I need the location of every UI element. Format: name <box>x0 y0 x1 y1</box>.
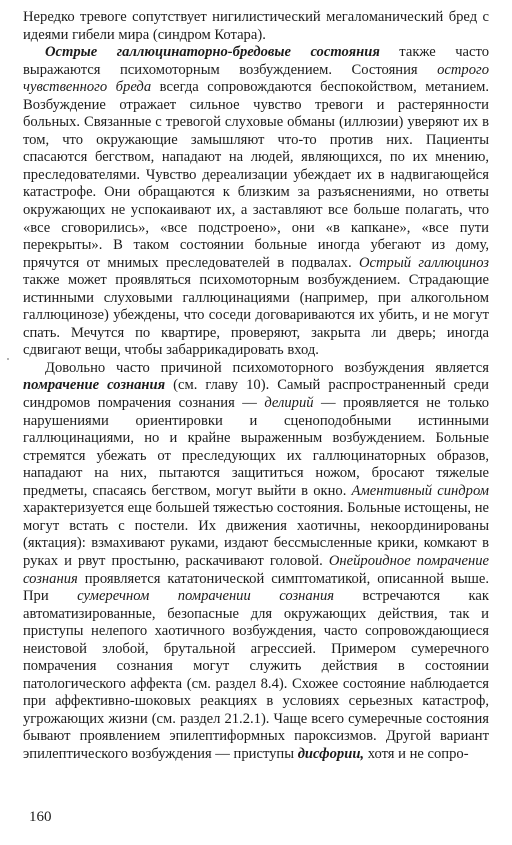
italic-term: Острый галлюциноз <box>358 254 489 271</box>
text-run: всегда сопровождаются беспокойством, метанием. Возбуждение отражает сильное чувство тревоги и растерянности больных. Связанные с тревогой слуховые обманы (иллюзии) уверяют их в том, что окружающие замышляют что-то против них. Пациенты спасаются бегством, нападают на людей, являющихся, по их мнению, преследователями. Чувство дереализации убеждает их в надвигающейся катастрофе. Они обращаются к близким за разъяснениями, но ответы окружающих не успокаивают их, а заставляют все больше полагать, что «все сговорились», «все подстроено», они «в капкане», «все пути перекрыты». В таком состоянии больные иногда убегают из дому, прячутся от мнимых преследователей в подвалах. <box>23 79 489 271</box>
body-text <box>23 9 489 764</box>
text-run: характеризуется еще большей тяжестью состояния. Больные истощены, не могут встать с постели. Их движения хаотичны, некоординированы (яктация): взмахивают руками, издают бессмысленные крики, комкают в руках и рвут простыню, раскачивают головой. <box>23 500 489 569</box>
text-run: проявляется кататонической симптоматикой, описанной выше. При <box>23 570 489 605</box>
bold-italic-term: помрачение сознания <box>23 377 166 394</box>
text-run: встречаются как автоматизированные, безопасные для окружающих действия, так и приступы нелепого хаотичного возбуждения, часто сопровождающиеся неистовой злобой, брутальной агрессией. Примером сумеречного помрачения сознания могут служить действия в состоянии патологического аффекта (см. раздел 8.4). Схожее состояние наблюдается при аффективно-шоковых реакциях в условиях серьезных катастроф, угрожающих жизни (см. раздел 21.2.1). Чаще всего сумеречные состояния бывают проявлением эпилептиформных пароксизмов. Другой вариант эпилептического возбуждения — приступы <box>23 588 489 762</box>
text-run: — проявляется не только нарушениями ориентировки и сценоподобными истинными галлюцинациями, но и крайне выраженным возбуждением. Больные стремятся убежать от преследующих их галлюцинаторных образов, нападают на них, пытаются защититься ножом, бросают тяжелые предметы, спасаясь бегством, могут выйти в окно. <box>23 395 490 499</box>
italic-term: острого чувственного бреда <box>23 61 489 96</box>
italic-term: Аментивный синдром <box>351 482 489 499</box>
italic-term: делирий <box>264 395 314 412</box>
text-run: хотя и не сопро- <box>364 745 469 762</box>
bold-italic-term: дисфории, <box>297 745 365 762</box>
scan-speck <box>7 358 9 360</box>
text-run: Нередко тревоге сопутствует нигилистический мегаломанический бред с идеями гибели мира (синдром Котара). <box>23 9 489 43</box>
italic-term: Онейроидное помрачение сознания <box>23 552 489 587</box>
bold-italic-term: Острые галлюцинаторно-бредовые состояния <box>45 44 380 61</box>
italic-term: сумеречном помрачении сознания <box>77 588 335 605</box>
paragraph <box>23 9 489 44</box>
text-run: также часто выражаются психомоторным возбуждением. Состояния <box>23 44 489 78</box>
paragraph <box>23 360 489 764</box>
paragraph <box>23 44 489 360</box>
text-run: также может проявляться психомоторным возбуждением. Страдающие истинными слуховыми галлюцинациями (например, при алкогольном галлюцинозе) убеждены, что соседи договариваются их убить, и не могут спать. Мечутся по квартире, проверяют, закрыта ли дверь; иногда сдвигают вещи, чтобы забаррикадировать вход. <box>23 272 489 359</box>
text-run: Довольно часто причиной психомоторного возбуждения является <box>45 359 489 376</box>
page-number: 160 <box>29 809 52 825</box>
text-run: (см. главу 10). Самый распространенный среди синдромов помрачения сознания — <box>23 377 489 412</box>
